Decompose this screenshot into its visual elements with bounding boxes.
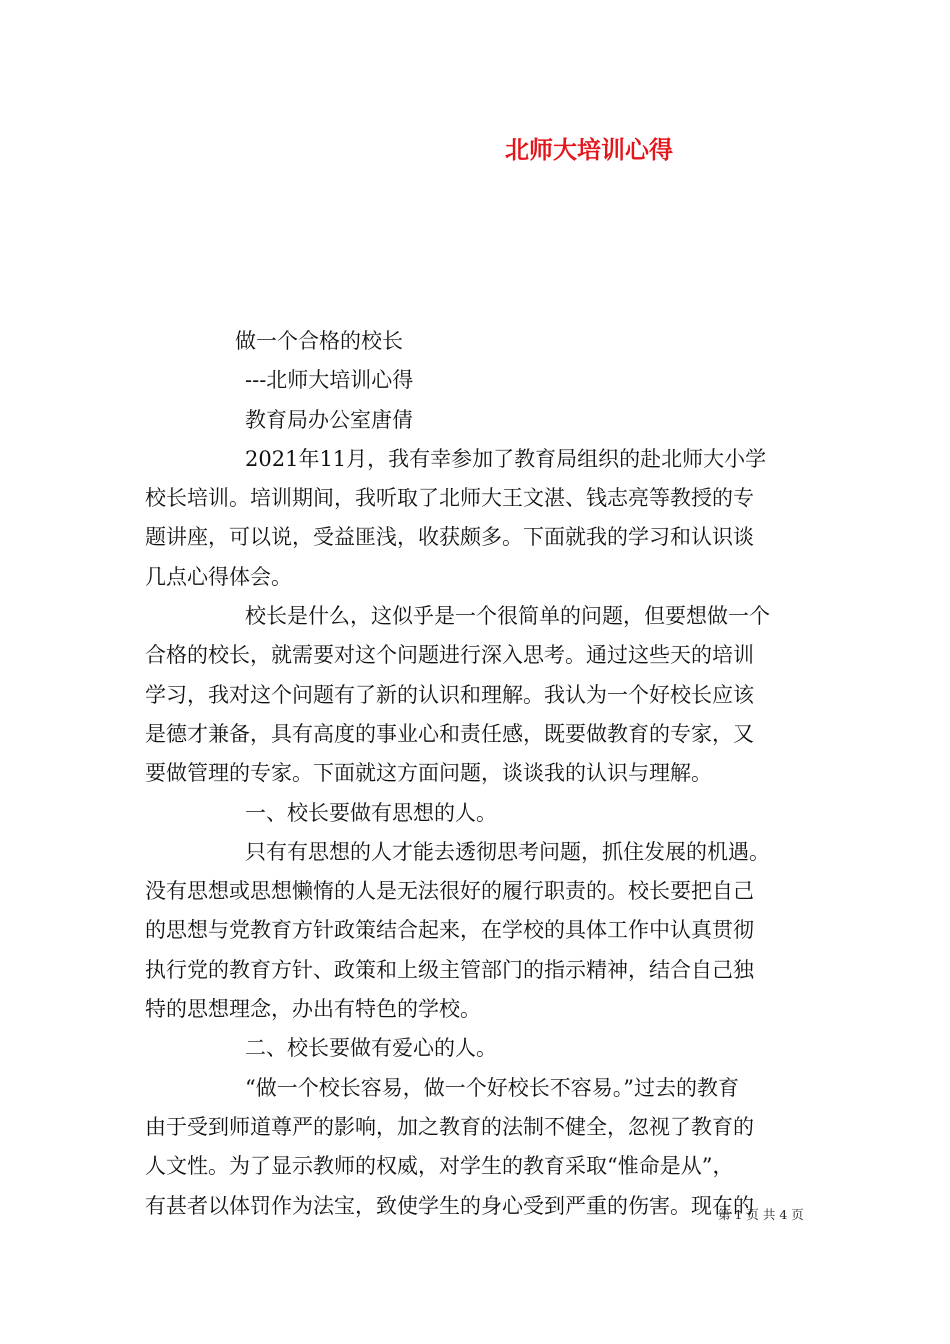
paragraph-line: 校长培训。培训期间，我听取了北师大王文湛、钱志亮等教授的专 <box>145 486 754 511</box>
paragraph-line: 合格的校长，就需要对这个问题进行深入思考。通过这些天的培训 <box>145 643 754 668</box>
header-line: 做一个合格的校长 <box>235 329 403 353</box>
paragraph-line: 执行党的教育方针、政策和上级主管部门的指示精神，结合自己独 <box>145 957 754 982</box>
paragraph-line: 校长是什么，这似乎是一个很简单的问题，但要想做一个 <box>245 604 770 629</box>
page-number-footer: 第 1 页 共 4 页 <box>718 1207 804 1222</box>
paragraph-line: 2021年11月，我有幸参加了教育局组织的赴北师大小学 <box>245 446 767 471</box>
document-title: 北师大培训心得 <box>505 135 673 164</box>
paragraph-line: “做一个校长容易，做一个好校长不容易。”过去的教育 <box>245 1075 739 1100</box>
paragraph-line: 要做管理的专家。下面就这方面问题，谈谈我的认识与理解。 <box>145 761 712 786</box>
paragraph-line: 题讲座，可以说，受益匪浅，收获颇多。下面就我的学习和认识谈 <box>145 525 754 550</box>
paragraph-line: 人文性。为了显示教师的权威，对学生的教育采取“惟命是从”， <box>145 1154 734 1179</box>
paragraph-line: 是德才兼备，具有高度的事业心和责任感，既要做教育的专家，又 <box>145 721 754 746</box>
paragraph-line: 没有思想或思想懒惰的人是无法很好的履行职责的。校长要把自己 <box>145 879 754 904</box>
paragraph-line: 几点心得体会。 <box>145 564 292 589</box>
document-body <box>145 322 805 1226</box>
paragraph-line: 的思想与党教育方针政策结合起来，在学校的具体工作中认真贯彻 <box>145 918 754 943</box>
header-line: 教育局办公室唐倩 <box>245 407 413 432</box>
paragraph-line: 特的思想理念，办出有特色的学校。 <box>145 997 481 1022</box>
paragraph-line: 学习，我对这个问题有了新的认识和理解。我认为一个好校长应该 <box>145 682 754 707</box>
section-heading: 一、校长要做有思想的人。 <box>245 800 497 825</box>
header-line: ---北师大培训心得 <box>245 368 414 393</box>
paragraph-line: 由于受到师道尊严的影响，加之教育的法制不健全，忽视了教育的 <box>145 1114 754 1139</box>
section-heading: 二、校长要做有爱心的人。 <box>245 1036 497 1061</box>
paragraph-line: 只有有思想的人才能去透彻思考问题，抓住发展的机遇。 <box>245 839 770 864</box>
paragraph-line: 有甚者以体罚作为法宝，致使学生的身心受到严重的伤害。现在的 <box>145 1193 754 1218</box>
